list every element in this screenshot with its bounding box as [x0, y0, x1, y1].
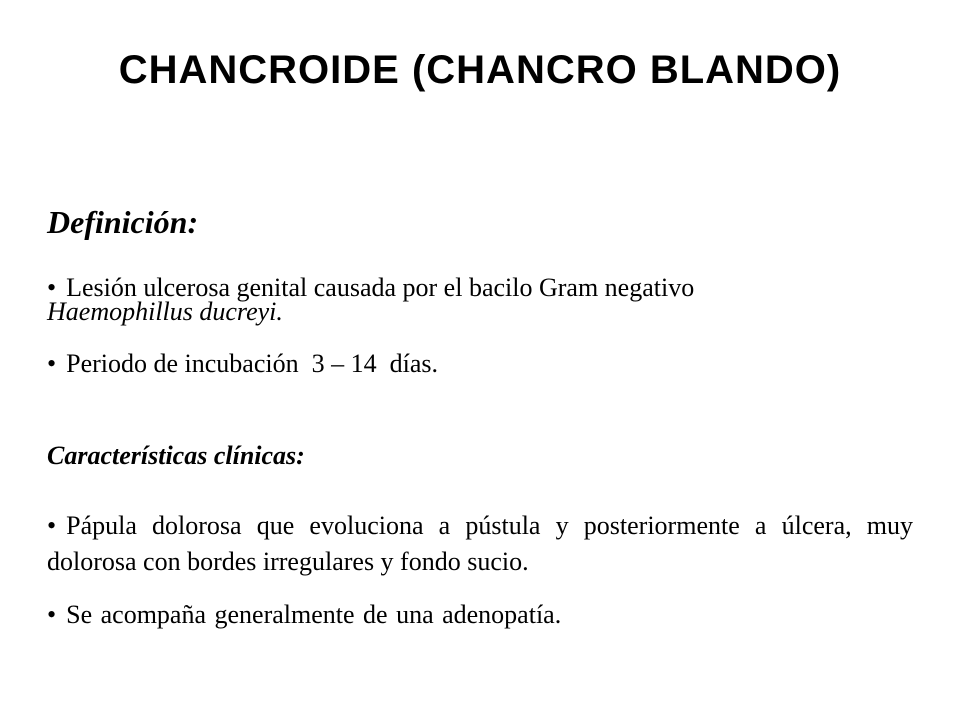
bullet-text: Lesión ulcerosa genital causada por el bacilo Gram negativo [66, 273, 695, 302]
organism-name: Haemophillus ducreyi. [47, 297, 283, 326]
bullet-marker: • [47, 349, 57, 378]
bullet-text: Pápula dolorosa que evoluciona a pústula y posteriormente a úlcera, muy dolorosa con bordes irregulares y fondo sucio. [47, 511, 913, 576]
definition-bullet-2 [47, 349, 438, 379]
clinical-heading: Características clínicas: [47, 441, 305, 470]
definition-heading: Definición: [47, 204, 199, 240]
bullet-marker: • [47, 273, 57, 302]
bullet-marker: • [47, 600, 57, 629]
bullet-marker: • [47, 511, 57, 540]
bullet-text: Periodo de incubación 3 – 14 días. [66, 349, 438, 378]
bullet-text: Se acompaña generalmente de una adenopatía. [66, 600, 562, 629]
clinical-bullet-2 [47, 600, 561, 630]
clinical-bullet-1 [47, 508, 913, 580]
slide-title: CHANCROIDE (CHANCRO BLANDO) [118, 48, 842, 92]
definition-bullet-1 [47, 273, 877, 327]
